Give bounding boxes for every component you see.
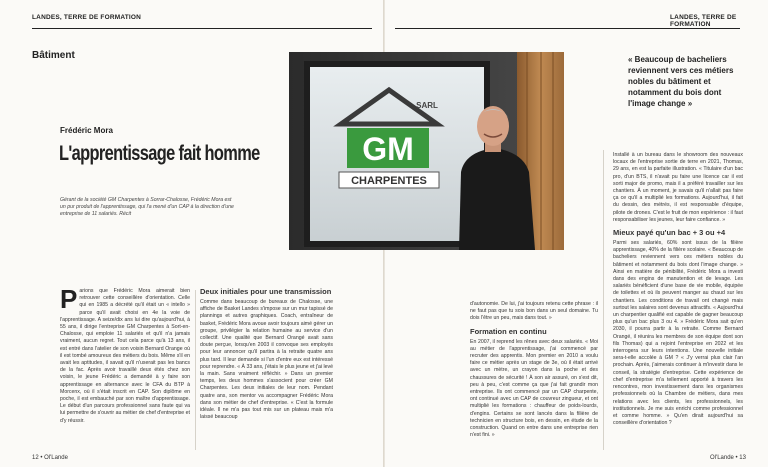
- running-head-right: LANDES, TERRE DE FORMATION: [670, 14, 737, 28]
- pull-quote: « Beaucoup de bacheliers reviennent vers ces métiers nobles du bâtiment et notamment du bois dont l'image change »: [628, 55, 734, 108]
- left-column-2-text: Comme dans beaucoup de bureaux de Chalosse, une affiche de Basket Landes s'impose sur un mur tapissé de plannings et autres graphiques. Coach, entraîneur de basket, Frédéric Mora avoue avoir toujours aimé gérer un groupe, privilégier la relation humaine au service d'un collectif. Une qualité que Bernard Orangé avait sans doute perçue, lorsqu'en 2003 il convoque ses employés pour leur annoncer qu'il partira à la retraite quatre ans plus tard. Il leur demande si l'un d'entre eux est intéressé pour reprendre. « À 33 ans, j'étais le plus jeune et j'ai levé la main. Sans vraiment réfléchir. » Dans un premier temps, les deux hommes s'associent pour créer GM Charpentes. Les deux initiales de leur nom. Pendant quatre ans, son mentor va accompagner Frédéric Mora dans son métier de chef d'entreprise. « C'est la formule idéale. Il ne m'a pas tout mis sur un plateau mais m'a laissé beaucoup: [200, 299, 333, 421]
- folio-left: 12 • Ol'Lande: [32, 455, 68, 461]
- subhead-salaire: Mieux payé qu'un bac + 3 ou +4: [613, 228, 726, 238]
- left-column-2: [200, 287, 333, 421]
- header-rule-left: [32, 28, 372, 29]
- photo-illustration: [289, 52, 564, 250]
- column-divider-right: [603, 150, 604, 450]
- logo-gm-text: GM: [362, 131, 414, 167]
- subhead-formation: Formation en continu: [470, 326, 547, 336]
- right-column-1: [470, 301, 598, 439]
- subhead-transmission: Deux initiales pour une transmission: [200, 287, 332, 296]
- running-head-left: LANDES, TERRE DE FORMATION: [32, 14, 142, 21]
- right-column-1-lead: d'autonomie. De lui, j'ai toujours retenu cette phrase : il ne faut pas que tu sois bon dans un seul domaine. Tu dois l'être un peu, mais dans tout. »: [470, 301, 598, 322]
- column-divider: [195, 290, 196, 450]
- right-column-2: [613, 152, 743, 427]
- article-title: L'apprentissage fait homme: [59, 142, 260, 165]
- right-column-2-text: Parmi ses salariés, 60% sont issus de la filière apprentissage, 40% de la filière scolaire. « Beaucoup de bacheliers reviennent vers ces métiers nobles du bâtiment et notamment du bois dont l'image change. » Ainsi en matière de pénibilité, Frédéric Mora a investi dans des engins de manutention et de levage. Les salariés bénéficient d'une base de vie mobile, équipée de toilettes et où ils peuvent manger au chaud sur les chantiers. Les conditions de travail ont changé mais surtout les salaires sont devenus attractifs. « Aujourd'hui un charpentier qualifié est capable de gagner beaucoup plus qu'un bac plus 3 ou 4. » Frédéric Mora sait qu'en 2030, il pourra partir à la retraite. Comme Bernard Orangé, il réunira les membres de son équipe dont son fils Thomas) qui a rejoint l'entreprise en 2022 et les interrogera sur leurs intentions. Une nouvelle initiale sera-t-elle accolée à GM ? « J'y verrai plus clair l'an prochain. Après, j'aimerais continuer à m'investir dans le conseil, la stratégie d'entreprise. Cette expérience de chef d'entreprise m'a tellement apporté à travers les rencontres, mon investissement dans les organismes professionnels où la Chambre de métiers, dans mes relations avec les clients, les professionnels, les institutionnels. Je me suis enrichi comme professionnel et comme homme. » Qu'en dirait aujourd'hui sa conseillère d'orientation ?: [613, 240, 743, 427]
- photo-caption: Gérant de la société GM Charpentes à Sorrar-Chalosse, Frédéric Mora est un pur produit de l'apprentissage, qui l'a mené d'un CAP à la direction d'une entreprise de 11 salariés. Récit: [60, 197, 234, 217]
- right-column-2-lead: Installé à un bureau dans le showroom des nouveaux locaux de l'entreprise sortie de terre en 2021, Thomas, 29 ans, en est la parfaite illustration. « Titulaire d'un bac pro, d'un BTS, il n'avait pu faire une licence car il est sorti major de promo, mais il a préféré travailler sur les chantiers. À un moment, je savais qu'il n'allait pas faire ça ce qu'il a multiplié les formations. Aujourd'hui, il fait du dessin, des métrés, il est responsable d'équipe, pilote de drones. C'est le fruit de mon expérience : il faut responsabiliser les jeunes, leur faire confiance. »: [613, 152, 743, 223]
- right-column-1-text: En 2007, il reprend les rênes avec deux salariés. « Moi au métier de l'apprentissage, j'ai commencé par recruter des apprentis. Mon premier en 2010 a voulu faire ce métier après un stage de 3e, où il était arrivé avec un mètre, un crayon dans la poche et des chaussures de sécurité ! À son air assuré, on s'est dit, peu à peu, c'est comme ça que j'ai fait grandir mon entreprise. Ils ont commencé par un CAP charpente, ont continué avec un CAP de couvreur zingueur, et ont multiplié les formations : chauffeur de poids-lourds, d'engins. Certains se sont lancés dans la filière de technicien en structure bois, en dessin, en étude de la construction. Quand on entre dans une entreprise rien n'est fini. »: [470, 338, 598, 439]
- left-column-1: [60, 284, 190, 425]
- header-rule-right: [395, 28, 740, 29]
- article-kicker: Frédéric Mora: [60, 126, 113, 135]
- logo-sarl-text: SARL: [416, 101, 438, 110]
- section-label: Bâtiment: [32, 50, 75, 61]
- portrait-photo: [289, 52, 564, 250]
- drop-cap: P: [60, 284, 78, 314]
- logo-charpentes-text: CHARPENTES: [351, 175, 427, 187]
- left-column-1-text: arions que Frédéric Mora aimerait bien retrouver cette conseillère d'orientation. Celle qui en 1985 a décrété qu'il était un « intello » parce qu'il avait choisi en 4e la voie de l'apprentissage. A seize/dix ans lui dire qu'aujourd'hui, à 55 ans, il dirige l'entreprise GM Charpentes à Sort-en-Chalosse, qui emploie 11 salariés et qu'il n'a jamais vraiment, aucun regret. Tout cela parce qu'à 13 ans, il est entré dans l'atelier de son voisin Bernard Orange où il est tombé amoureux des métiers du bois. Même s'il en avait les aptitudes, il savait qu'il n'userait pas les bancs de la fac. Après avoir travaillé deux étés chez son voisin, le jeune Frédéric a demandé à y faire son apprentissage en alternance avec le CFA du BTP à Morcenx, où il s'était inscrit en CAP. Son diplôme en poche, il est embauché par son maître d'apprentissage. Le début d'un parcours professionnel sans faute qui va lui permettre de s'ouvrir au métier de chef d'entreprise et d'y réussir.: [60, 288, 190, 424]
- folio-right: Ol'Lande • 13: [710, 455, 746, 461]
